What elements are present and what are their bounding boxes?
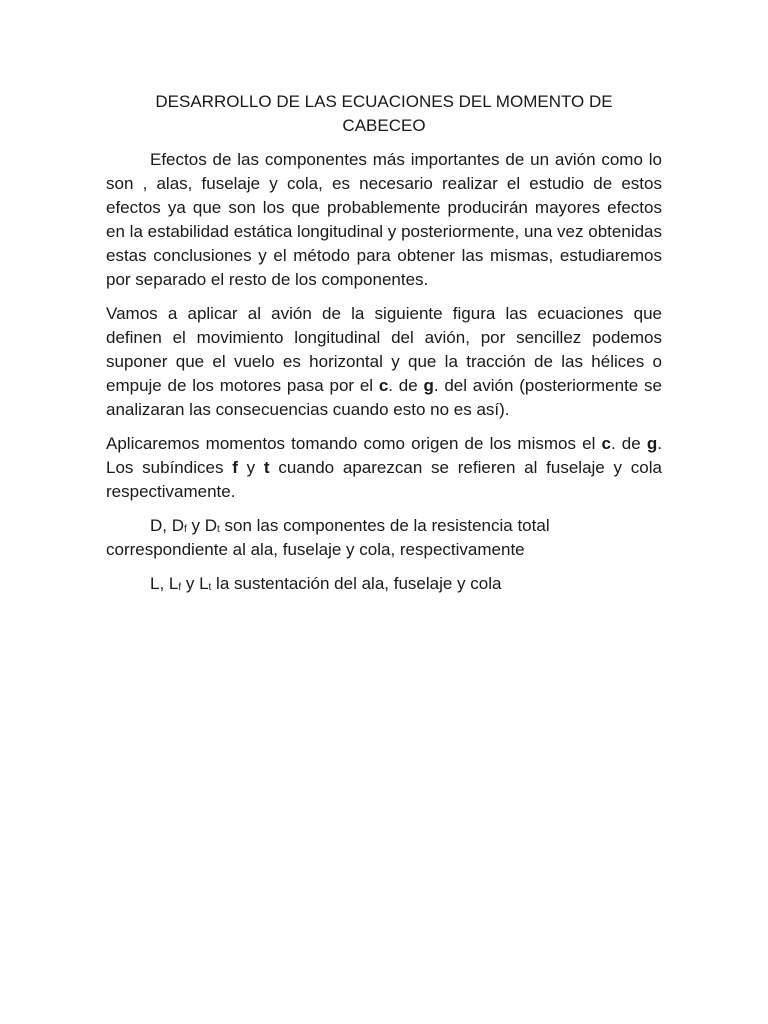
- p5-sub-t: t: [208, 582, 212, 593]
- p3-text-b: . de: [610, 434, 647, 453]
- p5-lift-y: y L: [181, 574, 209, 593]
- page-title: [106, 90, 662, 138]
- p4-drag-y: y D: [186, 516, 218, 535]
- p4-sub-t: t: [217, 524, 220, 535]
- paragraph-2: [106, 302, 662, 422]
- p2-text-a: Vamos a aplicar al avión de la siguiente figura las ecuaciones que definen el movimiento longitudinal del avión, por sencillez podemos suponer que el vuelo es horizontal y que la tracción de las hélices o empuje de los motores pasa por el: [106, 304, 662, 395]
- title-line-1: DESARROLLO DE LAS ECUACIONES DEL MOMENTO DE: [155, 92, 613, 111]
- p3-text-e: y: [237, 458, 264, 477]
- p3-text-d: . Los subíndices: [106, 434, 662, 477]
- title-line-2: CABECEO: [342, 116, 426, 135]
- p2-bold-c: c: [378, 376, 389, 395]
- paragraph-3: [106, 432, 662, 504]
- p5-lift-symbols: L, L: [150, 574, 179, 593]
- p2-bold-g: g: [423, 376, 434, 395]
- p3-bold-t: t: [263, 458, 270, 477]
- p4-drag-symbols: D, D: [150, 516, 184, 535]
- p3-bold-c: c: [601, 434, 611, 453]
- p3-bold-f: f: [232, 458, 238, 477]
- p4-text-rest: son las componentes de la resistencia total correspondiente al ala, fuselaje y cola, respectivamente: [106, 516, 550, 559]
- p2-text-b: . de: [388, 376, 424, 395]
- p5-sub-f: f: [178, 582, 182, 593]
- paragraph-1: Efectos de las componentes más importantes de un avión como lo son , alas, fuselaje y cola, es necesario realizar el estudio de estos efectos ya que son los que probablemente producirán mayores efectos en la estabilidad estática longitudinal y posteriormente, una vez obtenidas estas conclusiones y el método para obtener las mismas, estudiaremos por separado el resto de los componentes.: [106, 150, 662, 289]
- document-page: [106, 90, 662, 606]
- p4-sub-f: f: [184, 524, 187, 535]
- p3-bold-g: g: [646, 434, 658, 453]
- p5-text-rest: la sustentación del ala, fuselaje y cola: [211, 574, 502, 593]
- paragraph-4: [106, 514, 662, 562]
- p2-text-d: . del avión (posteriormente se analizaran las consecuencias cuando esto no es así).: [106, 376, 662, 419]
- paragraph-5: [106, 572, 662, 596]
- p3-text-a: Aplicaremos momentos tomando como origen de los mismos el: [106, 434, 602, 453]
- p3-text-h: cuando aparezcan se refieren al fuselaje y cola respectivamente.: [106, 458, 662, 501]
